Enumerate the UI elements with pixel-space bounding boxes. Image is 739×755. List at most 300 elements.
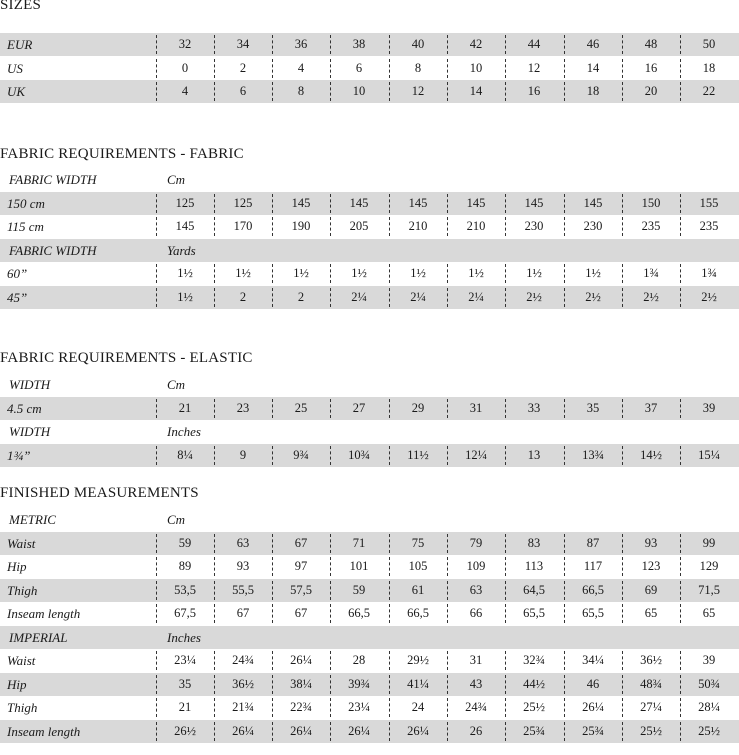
column-divider bbox=[272, 217, 273, 236]
table-cell: 39¾ bbox=[348, 677, 370, 691]
column-divider bbox=[214, 35, 215, 54]
unit-label: Cm bbox=[167, 172, 186, 187]
column-divider bbox=[564, 35, 565, 54]
subheader-row bbox=[0, 420, 739, 443]
table-cell: 6 bbox=[239, 84, 247, 98]
table-cell: 14 bbox=[469, 84, 483, 98]
table-cell: 27¼ bbox=[640, 700, 662, 714]
table-cell: 65,5 bbox=[523, 606, 545, 620]
table-cell: 10 bbox=[469, 61, 483, 75]
table-cell: 25¾ bbox=[523, 724, 545, 738]
column-divider bbox=[564, 217, 565, 236]
table-cell: 210 bbox=[466, 219, 486, 233]
column-divider bbox=[389, 651, 390, 670]
column-divider bbox=[156, 264, 157, 283]
column-divider bbox=[272, 651, 273, 670]
table-cell: 65 bbox=[644, 606, 658, 620]
table-cell: 32 bbox=[178, 37, 192, 51]
table-cell: 2 bbox=[239, 290, 247, 304]
table-cell: 26¼ bbox=[290, 724, 312, 738]
row-label: Waist bbox=[7, 653, 36, 668]
table-cell: 1½ bbox=[351, 266, 367, 280]
column-divider bbox=[564, 288, 565, 307]
unit-label: Cm bbox=[167, 512, 186, 527]
table-cell: 14 bbox=[586, 61, 600, 75]
table-cell: 13¾ bbox=[582, 448, 604, 462]
column-divider bbox=[447, 446, 448, 465]
table-cell: 145 bbox=[466, 196, 486, 210]
table-cell: 35 bbox=[586, 401, 600, 415]
column-divider bbox=[330, 698, 331, 717]
table-row bbox=[0, 192, 739, 215]
column-divider bbox=[622, 82, 623, 101]
table-cell: 2½ bbox=[526, 290, 542, 304]
column-divider bbox=[505, 446, 506, 465]
table-cell: 26¼ bbox=[348, 724, 370, 738]
unit-label: Yards bbox=[167, 243, 196, 258]
column-divider bbox=[330, 675, 331, 694]
section-title-finished-measurements: FINISHED MEASUREMENTS bbox=[0, 485, 199, 501]
table-cell: 42 bbox=[469, 37, 483, 51]
column-divider bbox=[622, 675, 623, 694]
table-cell: 15¼ bbox=[698, 448, 720, 462]
table-cell: 18 bbox=[702, 61, 716, 75]
row-label: EUR bbox=[7, 37, 33, 52]
column-divider bbox=[505, 399, 506, 418]
table-cell: 66,5 bbox=[348, 606, 370, 620]
table-cell: 170 bbox=[233, 219, 253, 233]
subheader-label: IMPERIAL bbox=[9, 630, 68, 645]
row-label: 115 cm bbox=[7, 219, 44, 234]
subheader-label: FABRIC WIDTH bbox=[9, 243, 97, 258]
table-cell: 109 bbox=[466, 559, 486, 573]
column-divider bbox=[680, 446, 681, 465]
row-label: US bbox=[7, 61, 23, 76]
table-row bbox=[0, 215, 739, 238]
table-cell: 66,5 bbox=[582, 583, 604, 597]
column-divider bbox=[622, 446, 623, 465]
column-divider bbox=[622, 581, 623, 600]
row-label: 4.5 cm bbox=[7, 401, 42, 416]
column-divider bbox=[214, 675, 215, 694]
table-row bbox=[0, 57, 739, 80]
column-divider bbox=[272, 82, 273, 101]
column-divider bbox=[680, 194, 681, 213]
column-divider bbox=[447, 604, 448, 623]
table-cell: 190 bbox=[291, 219, 311, 233]
row-label: 60” bbox=[7, 266, 28, 281]
table-cell: 36½ bbox=[640, 653, 662, 667]
column-divider bbox=[272, 581, 273, 600]
row-label: Thigh bbox=[7, 700, 38, 715]
table-cell: 89 bbox=[178, 559, 192, 573]
column-divider bbox=[272, 59, 273, 78]
table-row bbox=[0, 532, 739, 555]
table-cell: 25¾ bbox=[582, 724, 604, 738]
column-divider bbox=[214, 446, 215, 465]
table-cell: 34 bbox=[236, 37, 250, 51]
column-divider bbox=[272, 264, 273, 283]
column-divider bbox=[330, 604, 331, 623]
table-cell: 26¼ bbox=[582, 700, 604, 714]
table-cell: 145 bbox=[408, 196, 428, 210]
table-cell: 37 bbox=[644, 401, 658, 415]
table-cell: 125 bbox=[233, 196, 253, 210]
column-divider bbox=[564, 446, 565, 465]
column-divider bbox=[156, 194, 157, 213]
column-divider bbox=[156, 604, 157, 623]
table-cell: 29 bbox=[411, 401, 425, 415]
column-divider bbox=[214, 604, 215, 623]
row-label: Waist bbox=[7, 536, 36, 551]
subheader-label: FABRIC WIDTH bbox=[9, 172, 97, 187]
table-cell: 2½ bbox=[643, 290, 659, 304]
table-cell: 2¼ bbox=[468, 290, 484, 304]
column-divider bbox=[680, 581, 681, 600]
column-divider bbox=[680, 698, 681, 717]
table-cell: 59 bbox=[352, 583, 366, 597]
column-divider bbox=[447, 35, 448, 54]
table-cell: 235 bbox=[641, 219, 661, 233]
column-divider bbox=[622, 534, 623, 553]
column-divider bbox=[680, 59, 681, 78]
column-divider bbox=[447, 675, 448, 694]
column-divider bbox=[505, 722, 506, 741]
subheader-row bbox=[0, 373, 739, 396]
table-cell: 64,5 bbox=[523, 583, 545, 597]
table-cell: 33 bbox=[527, 401, 541, 415]
table-cell: 71 bbox=[352, 536, 366, 550]
column-divider bbox=[680, 557, 681, 576]
table-cell: 6 bbox=[355, 61, 363, 75]
table-cell: 99 bbox=[702, 536, 716, 550]
table-cell: 39 bbox=[702, 401, 716, 415]
table-cell: 93 bbox=[236, 559, 250, 573]
column-divider bbox=[389, 722, 390, 741]
table-cell: 22¾ bbox=[290, 700, 312, 714]
row-label: UK bbox=[7, 84, 26, 99]
table-cell: 66 bbox=[469, 606, 483, 620]
table-cell: 125 bbox=[175, 196, 195, 210]
table-cell: 11½ bbox=[407, 448, 429, 462]
table-cell: 123 bbox=[641, 559, 661, 573]
column-divider bbox=[156, 446, 157, 465]
column-divider bbox=[564, 675, 565, 694]
table-cell: 44 bbox=[527, 37, 541, 51]
table-cell: 210 bbox=[408, 219, 428, 233]
unit-label: Cm bbox=[167, 377, 186, 392]
table-row bbox=[0, 579, 739, 602]
table-cell: 32¾ bbox=[523, 653, 545, 667]
column-divider bbox=[447, 651, 448, 670]
column-divider bbox=[389, 59, 390, 78]
row-label: Hip bbox=[7, 677, 27, 692]
table-row bbox=[0, 33, 739, 56]
section-title-fabric-requirements-fabric: FABRIC REQUIREMENTS - FABRIC bbox=[0, 146, 244, 162]
table-cell: 1½ bbox=[177, 266, 193, 280]
table-cell: 1½ bbox=[177, 290, 193, 304]
column-divider bbox=[622, 264, 623, 283]
row-label: Inseam length bbox=[7, 724, 81, 739]
column-divider bbox=[389, 399, 390, 418]
table-cell: 1½ bbox=[293, 266, 309, 280]
column-divider bbox=[156, 675, 157, 694]
column-divider bbox=[330, 722, 331, 741]
subheader-row bbox=[0, 508, 739, 531]
column-divider bbox=[505, 651, 506, 670]
column-divider bbox=[680, 288, 681, 307]
column-divider bbox=[564, 722, 565, 741]
column-divider bbox=[680, 399, 681, 418]
column-divider bbox=[680, 82, 681, 101]
column-divider bbox=[447, 194, 448, 213]
table-cell: 155 bbox=[699, 196, 719, 210]
table-cell: 65,5 bbox=[582, 606, 604, 620]
table-cell: 117 bbox=[583, 559, 603, 573]
column-divider bbox=[505, 217, 506, 236]
column-divider bbox=[272, 399, 273, 418]
table-row bbox=[0, 286, 739, 309]
table-cell: 0 bbox=[181, 61, 189, 75]
table-cell: 235 bbox=[699, 219, 719, 233]
column-divider bbox=[389, 194, 390, 213]
column-divider bbox=[272, 722, 273, 741]
column-divider bbox=[622, 604, 623, 623]
subheader-label: WIDTH bbox=[9, 424, 51, 439]
column-divider bbox=[680, 35, 681, 54]
table-cell: 18 bbox=[586, 84, 600, 98]
column-divider bbox=[447, 288, 448, 307]
column-divider bbox=[564, 264, 565, 283]
column-divider bbox=[330, 581, 331, 600]
column-divider bbox=[447, 399, 448, 418]
section-title-fabric-requirements-elastic: FABRIC REQUIREMENTS - ELASTIC bbox=[0, 350, 253, 366]
table-cell: 25 bbox=[294, 401, 308, 415]
subheader-row bbox=[0, 626, 739, 649]
column-divider bbox=[330, 446, 331, 465]
table-cell: 28 bbox=[352, 653, 366, 667]
column-divider bbox=[389, 82, 390, 101]
column-divider bbox=[447, 264, 448, 283]
table-cell: 105 bbox=[408, 559, 428, 573]
table-cell: 1½ bbox=[410, 266, 426, 280]
column-divider bbox=[564, 581, 565, 600]
column-divider bbox=[389, 581, 390, 600]
table-cell: 129 bbox=[699, 559, 719, 573]
table-cell: 14½ bbox=[640, 448, 662, 462]
table-row bbox=[0, 80, 739, 103]
column-divider bbox=[214, 581, 215, 600]
table-cell: 1½ bbox=[526, 266, 542, 280]
table-row bbox=[0, 602, 739, 625]
column-divider bbox=[214, 698, 215, 717]
section-title-sizes: SIZES bbox=[0, 0, 42, 13]
column-divider bbox=[505, 581, 506, 600]
column-divider bbox=[505, 534, 506, 553]
table-cell: 38 bbox=[352, 37, 366, 51]
table-cell: 28¼ bbox=[698, 700, 720, 714]
column-divider bbox=[680, 604, 681, 623]
table-row bbox=[0, 673, 739, 696]
column-divider bbox=[272, 288, 273, 307]
table-cell: 8¼ bbox=[177, 448, 193, 462]
column-divider bbox=[389, 557, 390, 576]
subheader-label: METRIC bbox=[9, 512, 56, 527]
table-cell: 26 bbox=[469, 724, 483, 738]
table-row bbox=[0, 444, 739, 467]
table-cell: 16 bbox=[527, 84, 541, 98]
column-divider bbox=[389, 604, 390, 623]
table-cell: 55,5 bbox=[232, 583, 254, 597]
column-divider bbox=[622, 35, 623, 54]
table-cell: 25½ bbox=[523, 700, 545, 714]
column-divider bbox=[156, 288, 157, 307]
table-cell: 4 bbox=[181, 84, 189, 98]
column-divider bbox=[564, 698, 565, 717]
table-cell: 24¾ bbox=[232, 653, 254, 667]
table-cell: 39 bbox=[702, 653, 716, 667]
column-divider bbox=[272, 675, 273, 694]
table-cell: 66,5 bbox=[407, 606, 429, 620]
table-cell: 36½ bbox=[232, 677, 254, 691]
column-divider bbox=[564, 557, 565, 576]
table-cell: 24 bbox=[411, 700, 425, 714]
column-divider bbox=[389, 35, 390, 54]
column-divider bbox=[505, 59, 506, 78]
column-divider bbox=[447, 698, 448, 717]
column-divider bbox=[156, 82, 157, 101]
table-cell: 2¼ bbox=[351, 290, 367, 304]
unit-label: Inches bbox=[167, 424, 201, 439]
column-divider bbox=[214, 399, 215, 418]
column-divider bbox=[214, 264, 215, 283]
table-cell: 31 bbox=[469, 401, 483, 415]
table-cell: 2¼ bbox=[410, 290, 426, 304]
table-cell: 23 bbox=[236, 401, 250, 415]
table-cell: 46 bbox=[586, 677, 600, 691]
column-divider bbox=[564, 399, 565, 418]
subheader-row bbox=[0, 168, 739, 191]
table-cell: 43 bbox=[469, 677, 483, 691]
table-cell: 8 bbox=[414, 61, 422, 75]
row-label: 150 cm bbox=[7, 196, 45, 211]
row-label: 1¾” bbox=[7, 448, 31, 463]
column-divider bbox=[156, 698, 157, 717]
table-cell: 29½ bbox=[407, 653, 429, 667]
table-cell: 10¾ bbox=[348, 448, 370, 462]
column-divider bbox=[214, 59, 215, 78]
column-divider bbox=[330, 217, 331, 236]
table-cell: 145 bbox=[291, 196, 311, 210]
table-cell: 50¾ bbox=[698, 677, 720, 691]
table-cell: 36 bbox=[294, 37, 308, 51]
table-cell: 65 bbox=[702, 606, 716, 620]
table-cell: 20 bbox=[644, 84, 658, 98]
table-cell: 8 bbox=[297, 84, 305, 98]
column-divider bbox=[272, 194, 273, 213]
column-divider bbox=[564, 534, 565, 553]
table-cell: 150 bbox=[641, 196, 661, 210]
column-divider bbox=[389, 217, 390, 236]
table-cell: 1½ bbox=[468, 266, 484, 280]
table-cell: 13 bbox=[527, 448, 541, 462]
column-divider bbox=[330, 194, 331, 213]
table-cell: 26½ bbox=[174, 724, 196, 738]
table-cell: 67 bbox=[294, 606, 308, 620]
table-cell: 145 bbox=[524, 196, 544, 210]
column-divider bbox=[214, 288, 215, 307]
column-divider bbox=[272, 446, 273, 465]
table-cell: 26¼ bbox=[232, 724, 254, 738]
column-divider bbox=[505, 557, 506, 576]
table-cell: 12 bbox=[411, 84, 425, 98]
column-divider bbox=[272, 35, 273, 54]
column-divider bbox=[272, 604, 273, 623]
table-row bbox=[0, 696, 739, 719]
table-cell: 40 bbox=[411, 37, 425, 51]
table-cell: 21¾ bbox=[232, 700, 254, 714]
table-cell: 46 bbox=[586, 37, 600, 51]
column-divider bbox=[505, 264, 506, 283]
table-cell: 97 bbox=[294, 559, 308, 573]
table-cell: 145 bbox=[175, 219, 195, 233]
column-divider bbox=[156, 399, 157, 418]
table-cell: 93 bbox=[644, 536, 658, 550]
column-divider bbox=[622, 217, 623, 236]
table-cell: 35 bbox=[178, 677, 192, 691]
table-cell: 63 bbox=[469, 583, 483, 597]
table-cell: 10 bbox=[352, 84, 366, 98]
column-divider bbox=[505, 604, 506, 623]
column-divider bbox=[505, 698, 506, 717]
table-cell: 75 bbox=[411, 536, 425, 550]
column-divider bbox=[680, 534, 681, 553]
column-divider bbox=[330, 399, 331, 418]
row-label: Thigh bbox=[7, 583, 38, 598]
column-divider bbox=[214, 557, 215, 576]
table-cell: 53,5 bbox=[174, 583, 196, 597]
column-divider bbox=[505, 675, 506, 694]
table-cell: 67,5 bbox=[174, 606, 196, 620]
column-divider bbox=[156, 534, 157, 553]
column-divider bbox=[622, 698, 623, 717]
table-cell: 230 bbox=[524, 219, 544, 233]
table-cell: 26¼ bbox=[407, 724, 429, 738]
column-divider bbox=[564, 651, 565, 670]
column-divider bbox=[272, 557, 273, 576]
table-cell: 101 bbox=[349, 559, 369, 573]
table-cell: 87 bbox=[586, 536, 600, 550]
table-cell: 67 bbox=[236, 606, 250, 620]
table-cell: 24¾ bbox=[465, 700, 487, 714]
column-divider bbox=[505, 82, 506, 101]
column-divider bbox=[564, 604, 565, 623]
row-label: Inseam length bbox=[7, 606, 81, 621]
table-cell: 26¼ bbox=[290, 653, 312, 667]
column-divider bbox=[330, 288, 331, 307]
column-divider bbox=[680, 675, 681, 694]
column-divider bbox=[564, 59, 565, 78]
column-divider bbox=[330, 651, 331, 670]
table-cell: 4 bbox=[297, 61, 305, 75]
column-divider bbox=[447, 534, 448, 553]
table-cell: 205 bbox=[349, 219, 369, 233]
table-cell: 69 bbox=[644, 583, 658, 597]
column-divider bbox=[622, 399, 623, 418]
table-cell: 2 bbox=[239, 61, 247, 75]
column-divider bbox=[156, 651, 157, 670]
table-cell: 21 bbox=[178, 401, 192, 415]
